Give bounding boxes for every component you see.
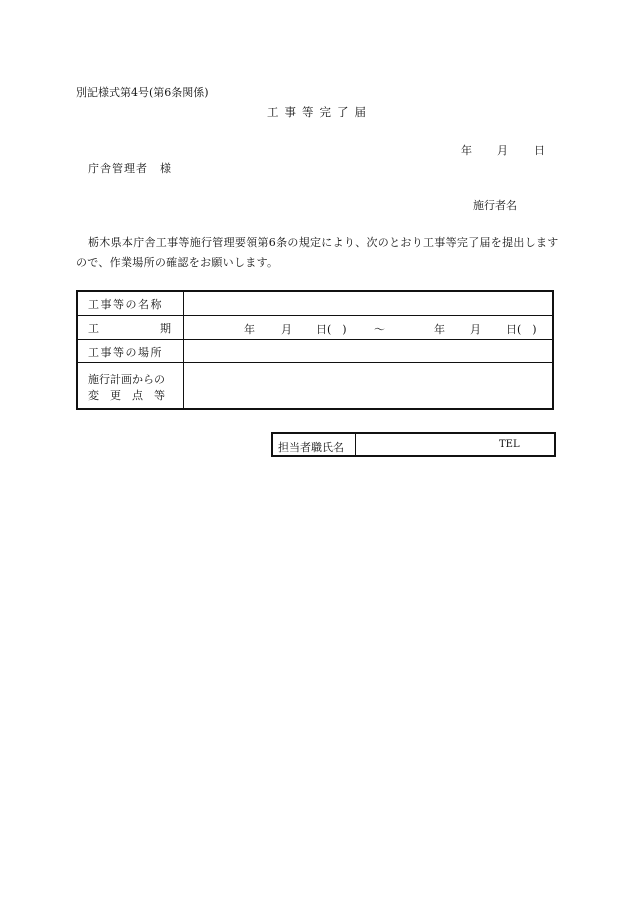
tel-label: TEL bbox=[499, 439, 520, 450]
form-reference: 別記様式第4号(第6条関係) bbox=[76, 86, 209, 99]
addressee: 庁舎管理者 様 bbox=[88, 162, 172, 175]
date-month-label: 月 bbox=[497, 144, 508, 157]
plan-changes-label-line1: 施行計画からの bbox=[88, 373, 165, 386]
contact-person-label: 担当者職氏名 bbox=[278, 441, 344, 454]
start-month-label: 月 bbox=[281, 323, 292, 336]
row-label-cell bbox=[78, 316, 184, 339]
work-location-label: 工事等の場所 bbox=[88, 346, 163, 359]
table-row-work-period bbox=[78, 316, 552, 340]
work-period-value-cell[interactable] bbox=[185, 316, 552, 339]
period-label-left: 工 bbox=[88, 322, 99, 335]
row-label-cell bbox=[78, 292, 184, 315]
table-row-work-location bbox=[78, 340, 552, 363]
date-day-label: 日 bbox=[534, 144, 545, 157]
table-row-work-name bbox=[78, 292, 552, 316]
page-title: 工事等完了届 bbox=[267, 105, 372, 119]
plan-changes-label-line2: 変 更 点 等 bbox=[88, 389, 165, 402]
row-label-cell bbox=[78, 340, 184, 362]
contact-person-box bbox=[271, 432, 556, 457]
end-day-label: 日( ) bbox=[506, 323, 537, 336]
start-year-label: 年 bbox=[244, 323, 255, 336]
row-label-cell bbox=[78, 363, 184, 408]
plan-changes-value-cell[interactable] bbox=[185, 363, 552, 408]
date-year-label: 年 bbox=[461, 144, 472, 157]
period-tilde: ～ bbox=[374, 323, 385, 336]
end-year-label: 年 bbox=[434, 323, 445, 336]
end-month-label: 月 bbox=[470, 323, 481, 336]
work-name-value-cell[interactable] bbox=[185, 292, 552, 315]
body-paragraph: 栃木県本庁舎工事等施行管理要領第6条の規定により、次のとおり工事等完了届を提出しますので、作業場所の確認をお願いします。 bbox=[76, 236, 559, 269]
work-location-value-cell[interactable] bbox=[185, 340, 552, 362]
work-name-label: 工事等の名称 bbox=[88, 298, 163, 311]
completion-form-table bbox=[76, 290, 554, 410]
period-label-right: 期 bbox=[160, 322, 171, 335]
contractor-name-label: 施行者名 bbox=[473, 199, 517, 212]
contact-label-cell bbox=[273, 434, 356, 455]
table-row-plan-changes bbox=[78, 363, 552, 408]
start-day-label: 日( ) bbox=[316, 323, 347, 336]
